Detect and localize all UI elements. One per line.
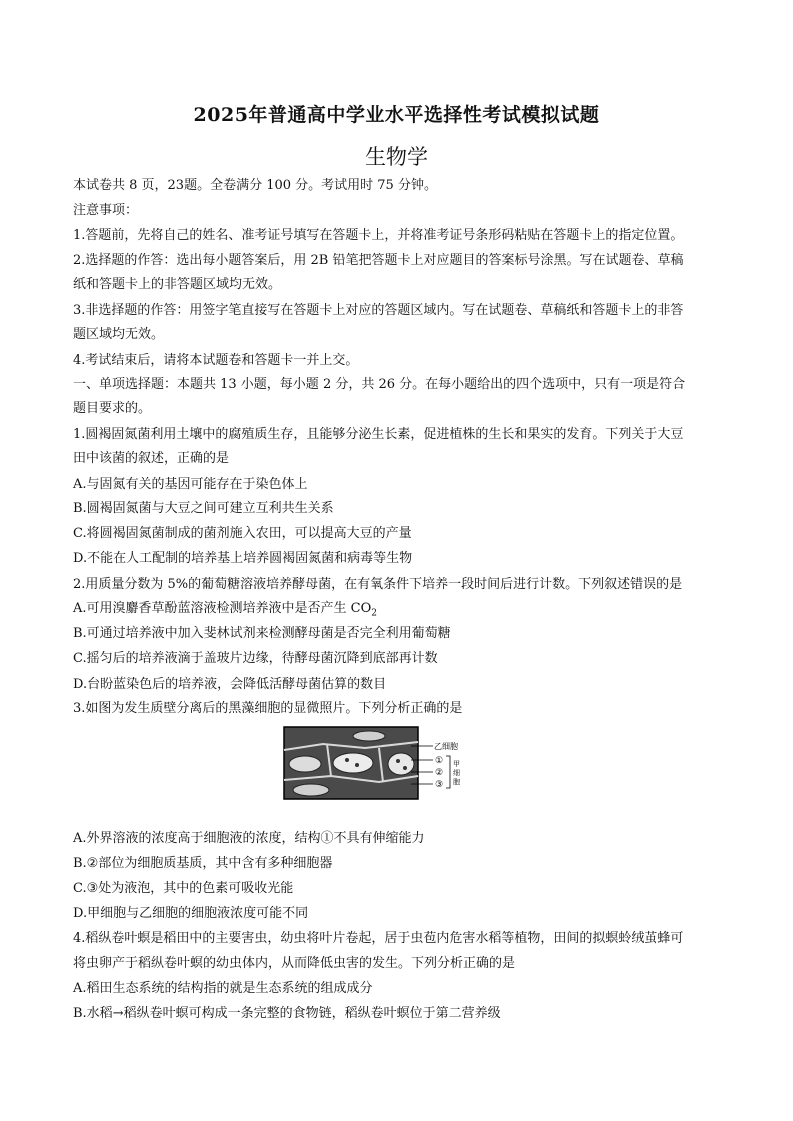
q2-option-d: D.台盼蓝染色后的培养液，会降低活酵母菌估算的数目 xyxy=(73,677,387,692)
q4-option-b: B.水稻→稻纵卷叶螟可构成一条完整的食物链，稻纵卷叶螟位于第二营养级 xyxy=(73,1006,501,1021)
notice-item-2-line-2: 纸和答题卡上的非答题区域均无效。 xyxy=(73,277,282,292)
protoplast xyxy=(293,784,329,796)
q3-option-c: C.③处为液泡，其中的色素可吸收光能 xyxy=(73,881,294,896)
chloroplast xyxy=(396,759,400,763)
q2-option-a-text: A.可用溴麝香草酚蓝溶液检测培养液中是否产生 CO xyxy=(73,601,372,616)
label-yi-cell: 乙细胞 xyxy=(434,742,458,751)
q3-option-b: B.②部位为细胞质基质，其中含有多种细胞器 xyxy=(73,856,333,871)
notice-label: 注意事项： xyxy=(73,203,139,218)
q1-option-a: A.与固氮有关的基因可能存在于染色体上 xyxy=(73,477,308,492)
notice-item-2-line-1: 2.选择题的作答：选出每小题答案后，用 2B 铅笔把答题卡上对应题目的答案标号涂黑。写在试题卷、草稿 xyxy=(73,253,684,268)
q2-option-a xyxy=(73,600,733,623)
label-jia-cell-1: 甲 xyxy=(453,760,460,768)
chloroplast xyxy=(403,766,407,770)
plasmolysis-micrograph xyxy=(283,726,515,800)
q2-option-b: B.可通过培养液中加入斐林试剂来检测酵母菌是否完全利用葡萄糖 xyxy=(73,626,451,641)
protoplast xyxy=(289,756,321,772)
q2-option-a-subscript: 2 xyxy=(371,608,377,619)
q4-stem-line-1: 4.稻纵卷叶螟是稻田中的主要害虫，幼虫将叶片卷起，居于虫苞内危害水稻等植物，田间的拟螟蛉绒茧蜂可 xyxy=(73,931,684,946)
protoplast xyxy=(353,731,385,741)
label-structure-3: ③ xyxy=(435,780,444,790)
q4-stem-line-2: 将虫卵产于稻纵卷叶螟的幼虫体内，从而降低虫害的发生。下列分析正确的是 xyxy=(73,956,516,971)
q1-option-b: B.圆褐固氮菌与大豆之间可建立互利共生关系 xyxy=(73,501,334,516)
notice-item-4: 4.考试结束后，请将本试题卷和答题卡一并上交。 xyxy=(73,353,359,368)
q1-option-c: C.将圆褐固氮菌制成的菌剂施入农田，可以提高大豆的产量 xyxy=(73,526,412,541)
chloroplast xyxy=(345,758,349,762)
protoplast xyxy=(388,753,414,775)
exam-intro: 本试卷共 8 页，23题。全卷满分 100 分。考试用时 75 分钟。 xyxy=(73,178,437,193)
q4-option-a: A.稻田生态系统的结构指的就是生态系统的组成成分 xyxy=(73,981,373,996)
q1-stem-line-2: 田中该菌的叙述，正确的是 xyxy=(73,451,230,466)
section-heading-line-2: 题目要求的。 xyxy=(73,401,152,416)
q1-option-d: D.不能在人工配制的培养基上培养圆褐固氮菌和病毒等生物 xyxy=(73,551,413,566)
label-structure-1: ① xyxy=(435,756,444,766)
label-structure-2: ② xyxy=(435,768,444,778)
notice-item-3-line-2: 题区域均无效。 xyxy=(73,327,165,342)
q3-option-a: A.外界溶液的浓度高于细胞液的浓度，结构①不具有伸缩能力 xyxy=(73,831,425,846)
label-jia-cell-3: 胞 xyxy=(453,778,460,786)
protoplast xyxy=(333,753,373,773)
q3-stem: 3.如图为发生质壁分离后的黑藻细胞的显微照片。下列分析正确的是 xyxy=(73,701,463,716)
chloroplast xyxy=(355,763,359,767)
notice-item-1: 1.答题前，先将自己的姓名、准考证号填写在答题卡上，并将准考证号条形码粘贴在答题卡上的指定位置。 xyxy=(73,228,684,243)
q2-option-c: C.摇匀后的培养液滴于盖玻片边缘，待酵母菌沉降到底部再计数 xyxy=(73,651,438,666)
label-bracket xyxy=(446,756,450,788)
section-heading-line-1: 一、单项选择题：本题共 13 小题，每小题 2 分，共 26 分。在每小题给出的四个选项中，只有一项是符合 xyxy=(73,377,686,392)
exam-title: 2025年普通高中学业水平选择性考试模拟试题 xyxy=(193,104,600,126)
label-jia-cell-2: 细 xyxy=(453,769,460,777)
notice-item-3-line-1: 3.非选择题的作答：用签字笔直接写在答题卡上对应的答题区域内。写在试题卷、草稿纸和答题卡上的非答 xyxy=(73,303,684,318)
exam-subject: 生物学 xyxy=(365,145,428,169)
q2-stem: 2.用质量分数为 5%的葡萄糖溶液培养酵母菌，在有氧条件下培养一段时间后进行计数。下列叙述错误的是 xyxy=(73,577,683,592)
q3-option-d: D.甲细胞与乙细胞的细胞液浓度可能不同 xyxy=(73,906,309,921)
q1-stem-line-1: 1.圆褐固氮菌利用土壤中的腐殖质生存，且能够分泌生长素，促进植株的生长和果实的发育。下列关于大豆 xyxy=(73,427,684,442)
